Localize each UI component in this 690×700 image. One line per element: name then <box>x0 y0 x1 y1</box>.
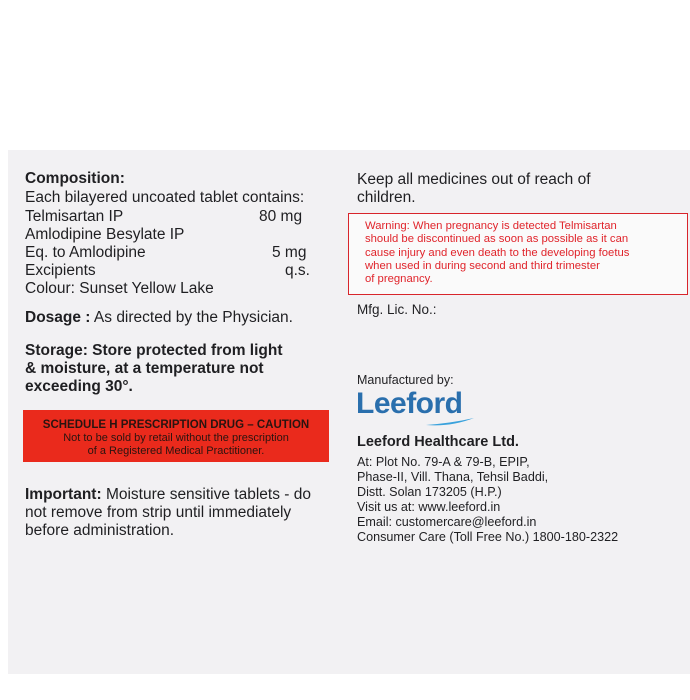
mfg-lic-no: Mfg. Lic. No.: <box>357 302 437 317</box>
composition-title: Composition: <box>25 170 125 187</box>
ingredient-name: Telmisartan IP <box>25 208 124 225</box>
consumer-care-line: Consumer Care (Toll Free No.) 1800-180-2322 <box>357 530 619 544</box>
warning-line: cause injury and even death to the developing foetus <box>365 247 630 259</box>
address-line: Distt. Solan 173205 (H.P.) <box>357 485 502 499</box>
schedule-line: of a Registered Medical Practitioner. <box>87 445 265 457</box>
address-line: Phase-II, Vill. Thana, Tehsil Baddi, <box>357 470 549 484</box>
company-name: Leeford Healthcare Ltd. <box>357 434 519 450</box>
composition-intro: Each bilayered uncoated tablet contains: <box>25 189 305 206</box>
important-text: Moisture sensitive tablets - do <box>101 486 311 503</box>
ingredient-amount: 5 mg <box>272 244 307 261</box>
dosage-line <box>25 309 293 327</box>
ingredient-amount: 80 mg <box>259 208 303 225</box>
keep-away-line: children. <box>357 189 416 206</box>
schedule-line: Not to be sold by retail without the prescription <box>63 432 289 444</box>
storage-line: exceeding 30°. <box>25 378 133 395</box>
pregnancy-warning-box <box>348 213 688 295</box>
manufactured-by-label: Manufactured by: <box>357 373 454 387</box>
website-line: Visit us at: www.leeford.in <box>357 500 501 514</box>
important-label: Important: <box>25 486 102 503</box>
warning-line: should be discontinued as soon as possible as it can <box>365 233 629 245</box>
important-line: before administration. <box>25 522 175 539</box>
ingredient-name: Excipients <box>25 262 96 279</box>
dosage-text: As directed by the Physician. <box>90 309 293 326</box>
address-line: At: Plot No. 79-A & 79-B, EPIP, <box>357 455 530 469</box>
warning-line: Warning: When pregnancy is detected Telmisartan <box>365 220 617 232</box>
ingredient-name: Eq. to Amlodipine <box>25 244 146 261</box>
warning-line: when used in during second and third trimester <box>365 260 600 272</box>
storage-line: Storage: Store protected from light <box>25 342 283 359</box>
ingredient-name: Amlodipine Besylate IP <box>25 226 185 243</box>
ingredient-amount: q.s. <box>285 262 310 279</box>
warning-line: of pregnancy. <box>365 273 433 285</box>
schedule-h-caution-box <box>23 410 329 462</box>
logo-wordmark: Leeford <box>356 387 463 420</box>
email-line: Email: customercare@leeford.in <box>357 515 537 529</box>
colour-line: Colour: Sunset Yellow Lake <box>25 280 214 297</box>
schedule-heading: SCHEDULE H PRESCRIPTION DRUG – CAUTION <box>42 419 310 431</box>
leeford-logo <box>356 388 476 427</box>
dosage-label: Dosage : <box>25 309 91 326</box>
storage-line: & moisture, at a temperature not <box>25 360 264 377</box>
keep-away-line: Keep all medicines out of reach of <box>357 171 591 188</box>
important-line <box>25 486 311 504</box>
important-line: not remove from strip until immediately <box>25 504 292 521</box>
